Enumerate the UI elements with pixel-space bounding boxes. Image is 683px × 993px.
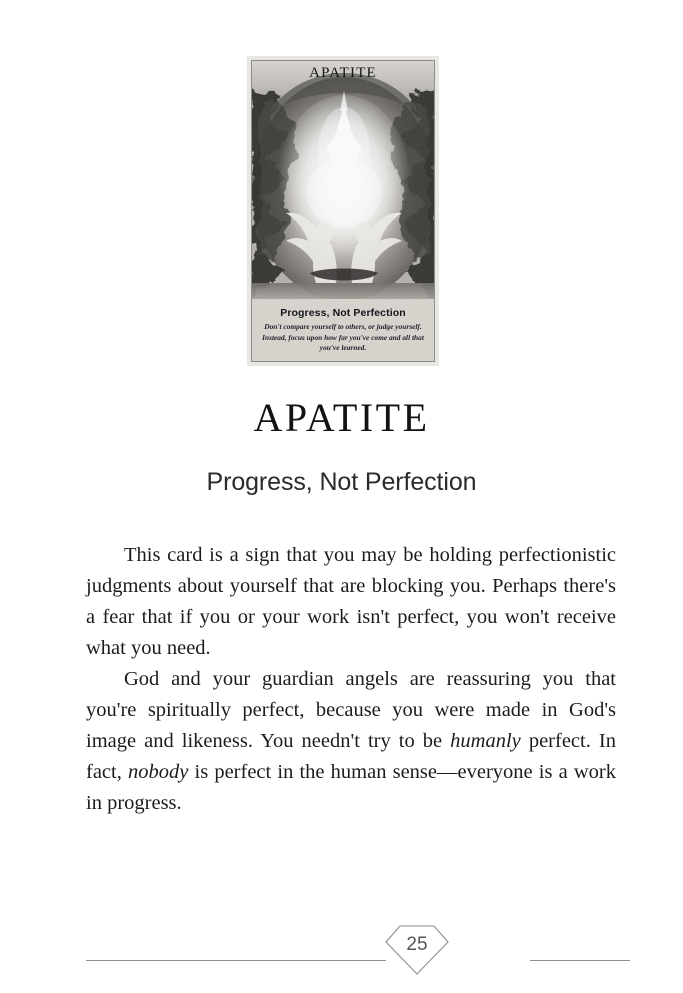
paragraph-2-emphasis-humanly: humanly [450,730,521,752]
oracle-card-image [247,56,439,366]
footer-rule-right [530,960,630,961]
paragraph-2-text-c: is perfect in the human sense—everyone is a work in progress. [86,761,616,814]
page-subtitle: Progress, Not Perfection [206,468,477,496]
paragraph-1-text: This card is a sign that you may be holding perfectionistic judgments about yourself that are blocking you. Perhaps there's a fear that if you or your work isn't perfect, you won't receive what you need. [86,544,616,659]
card-artwork [252,61,434,309]
paragraph-2-text-b: perfect. In fact, [86,730,616,783]
page-footer [86,936,630,982]
paragraph-2-emphasis-nobody: nobody [128,761,189,783]
card-caption [252,299,434,361]
page-number-badge [382,924,452,976]
footer-rule-left [86,960,386,961]
card-frame [251,60,435,362]
body-text [86,540,616,819]
paragraph-2 [86,664,616,819]
paragraph-2-text-a: God and your guardian angels are reassuring you that you're spiritually perfect, because you were made in God's image and likeness. You needn't try to be [86,668,616,752]
page-number: 25 [406,934,428,955]
page-title: APATITE [253,395,430,440]
paragraph-1 [86,540,616,664]
card-caption-title: Progress, Not Perfection [280,307,406,319]
card-title-label: APATITE [309,65,377,81]
card-caption-text: Don't compare yourself to others, or judge yourself. Instead, focus upon how far you've come and all that you've learned. [262,322,424,352]
